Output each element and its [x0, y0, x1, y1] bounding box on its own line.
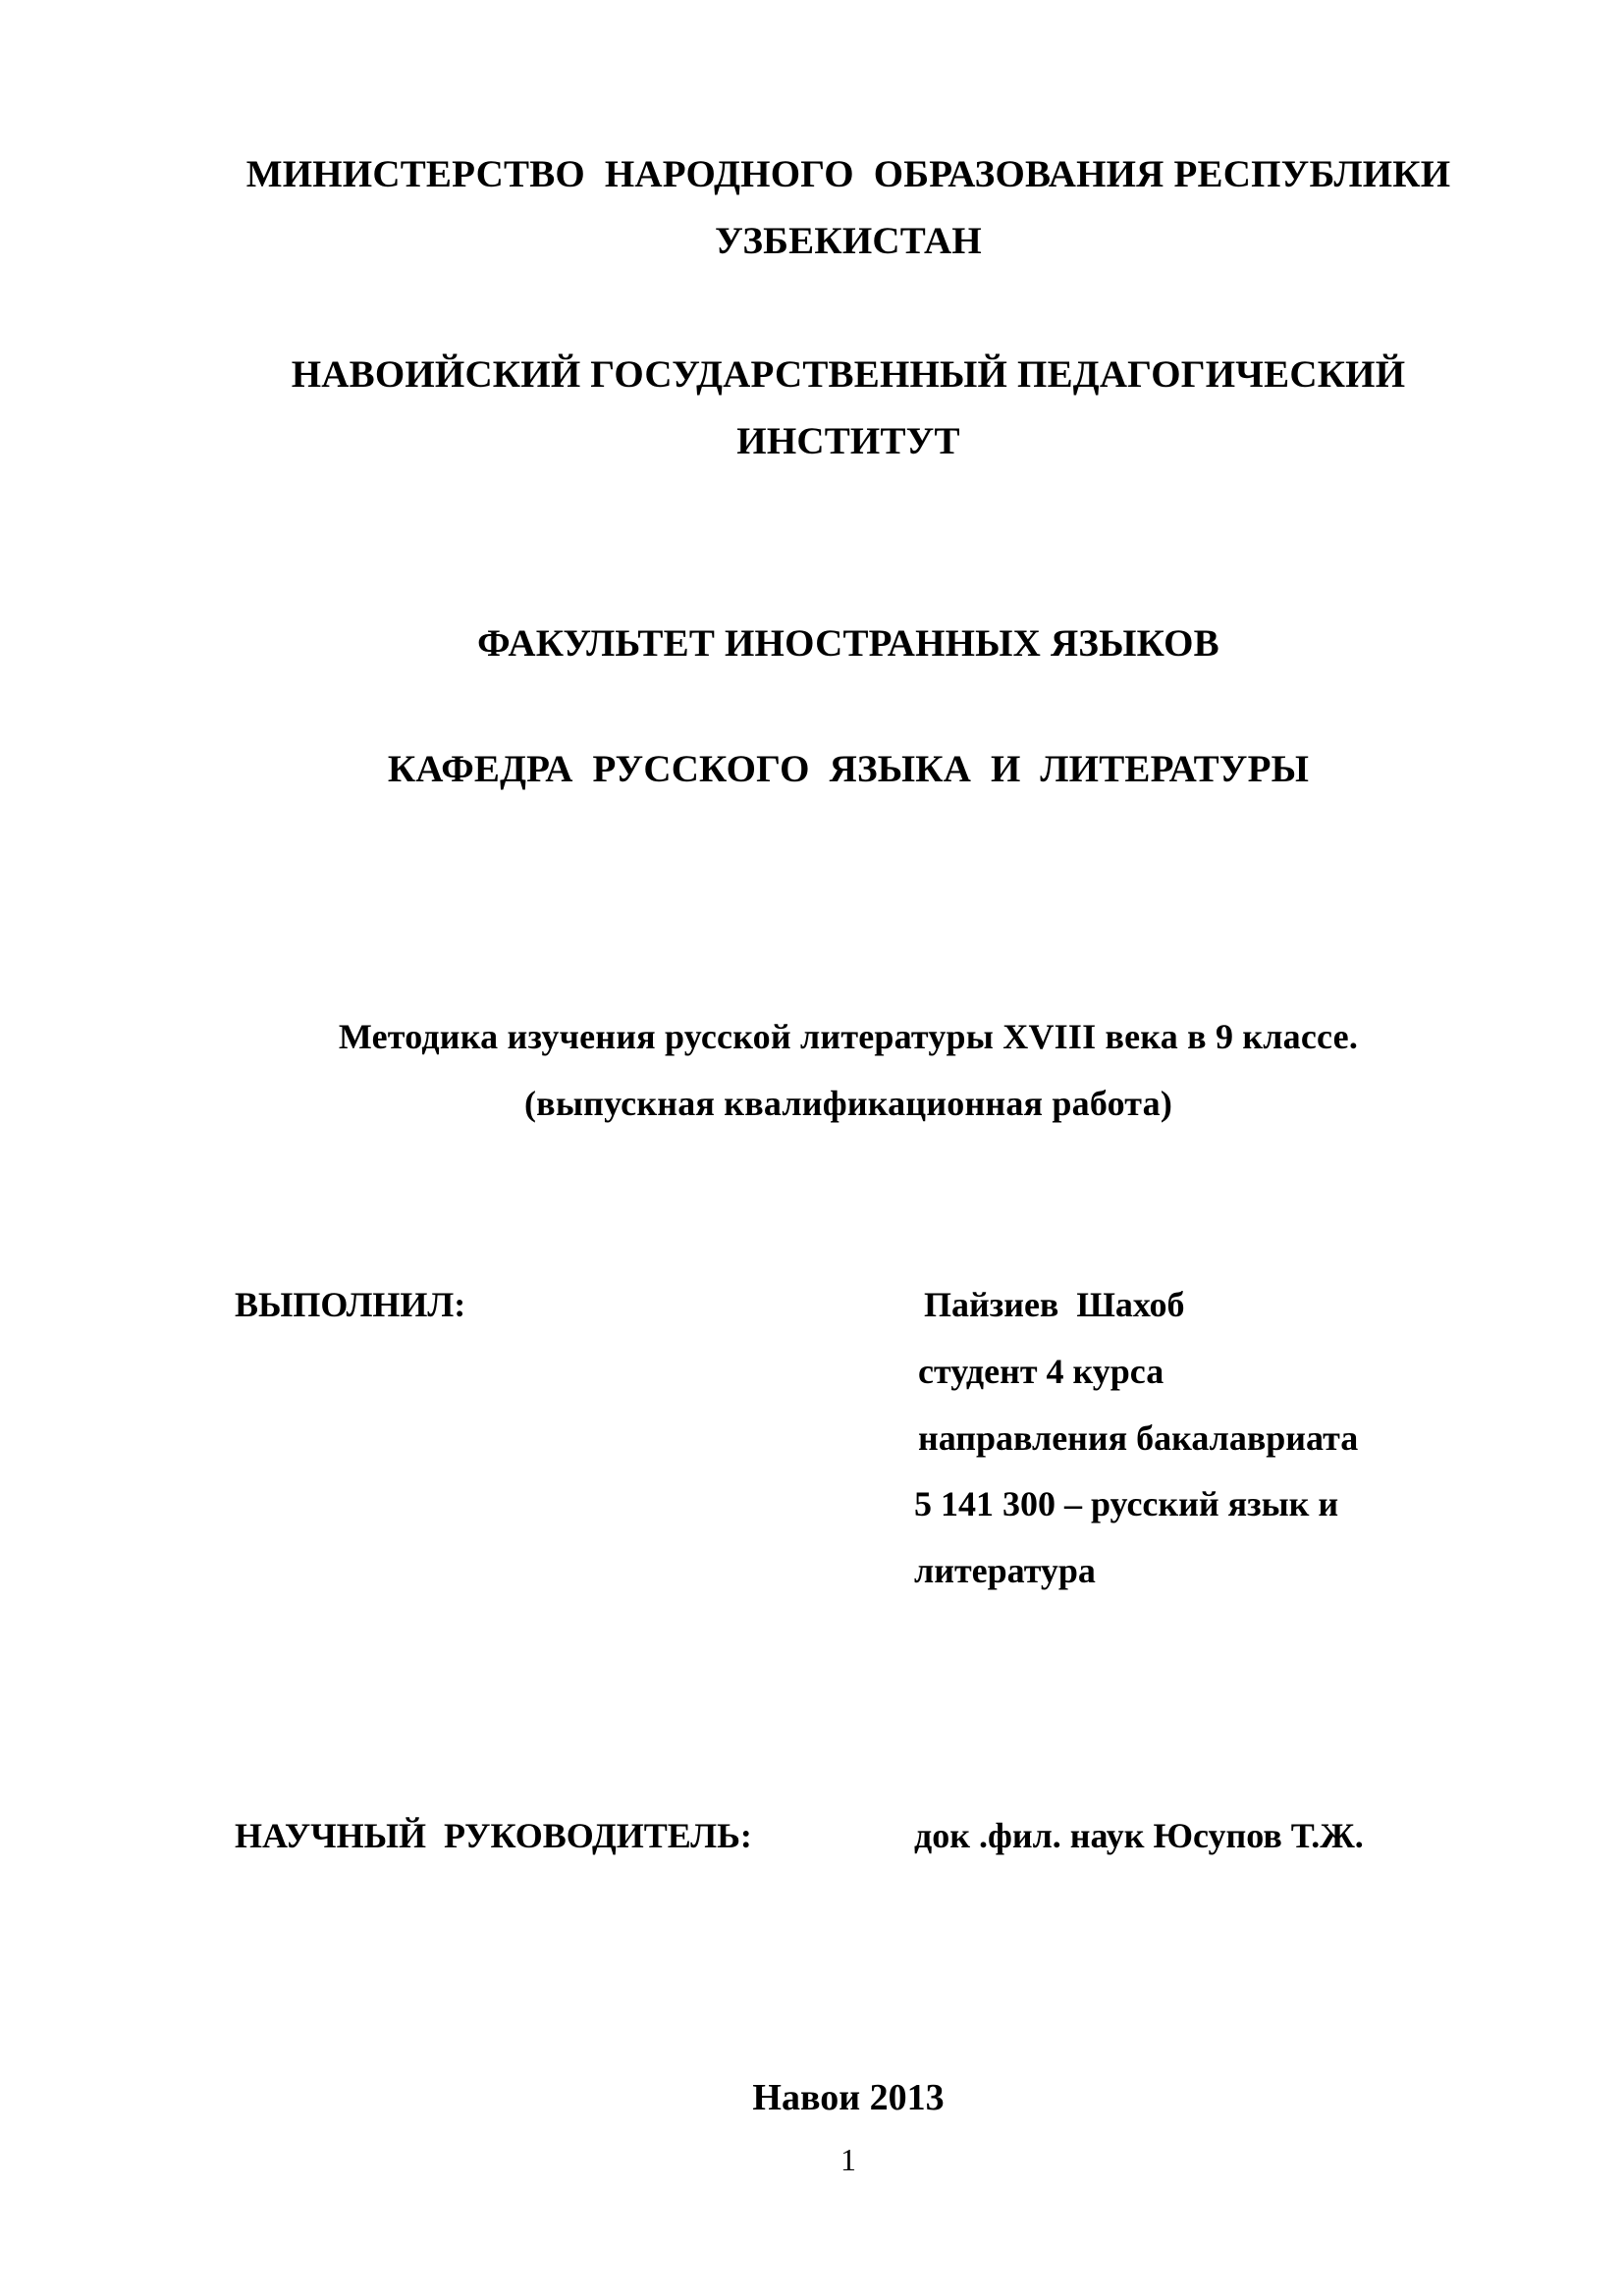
institute-line-2: ИНСТИТУТ [736, 420, 960, 462]
author-course: студент 4 курса [918, 1352, 1164, 1391]
thesis-topic: Методика изучения русской литературы XVIII века в 9 классе. [338, 1017, 1359, 1056]
faculty-name: ФАКУЛЬТЕТ ИНОСТРАННЫХ ЯЗЫКОВ [477, 622, 1219, 665]
author-name: Пайзиев Шахоб [924, 1285, 1185, 1324]
city-year: Навои 2013 [752, 2077, 945, 2118]
author-label: ВЫПОЛНИЛ: [235, 1285, 466, 1324]
thesis-work-type: (выпускная квалификационная работа) [523, 1084, 1173, 1123]
department-name: КАФЕДРА РУССКОГО ЯЗЫКА И ЛИТЕРАТУРЫ [387, 748, 1310, 790]
author-direction: направления бакалавриата [918, 1418, 1359, 1458]
ministry-line-2: УЗБЕКИСТАН [715, 220, 982, 262]
advisor-name: док .фил. наук Юсупов Т.Ж. [914, 1816, 1364, 1855]
institute-line-1: НАВОИЙСКИЙ ГОСУДАРСТВЕННЫЙ ПЕДАГОГИЧЕСКИЙ [291, 353, 1406, 396]
advisor-label: НАУЧНЫЙ РУКОВОДИТЕЛЬ: [235, 1816, 752, 1855]
author-specialty-line-2: литература [914, 1551, 1096, 1590]
author-specialty-line-1: 5 141 300 – русский язык и [914, 1484, 1339, 1523]
page-number: 1 [840, 2142, 856, 2177]
ministry-line-1: МИНИСТЕРСТВО НАРОДНОГО ОБРАЗОВАНИЯ РЕСПУБЛИКИ [245, 153, 1451, 195]
